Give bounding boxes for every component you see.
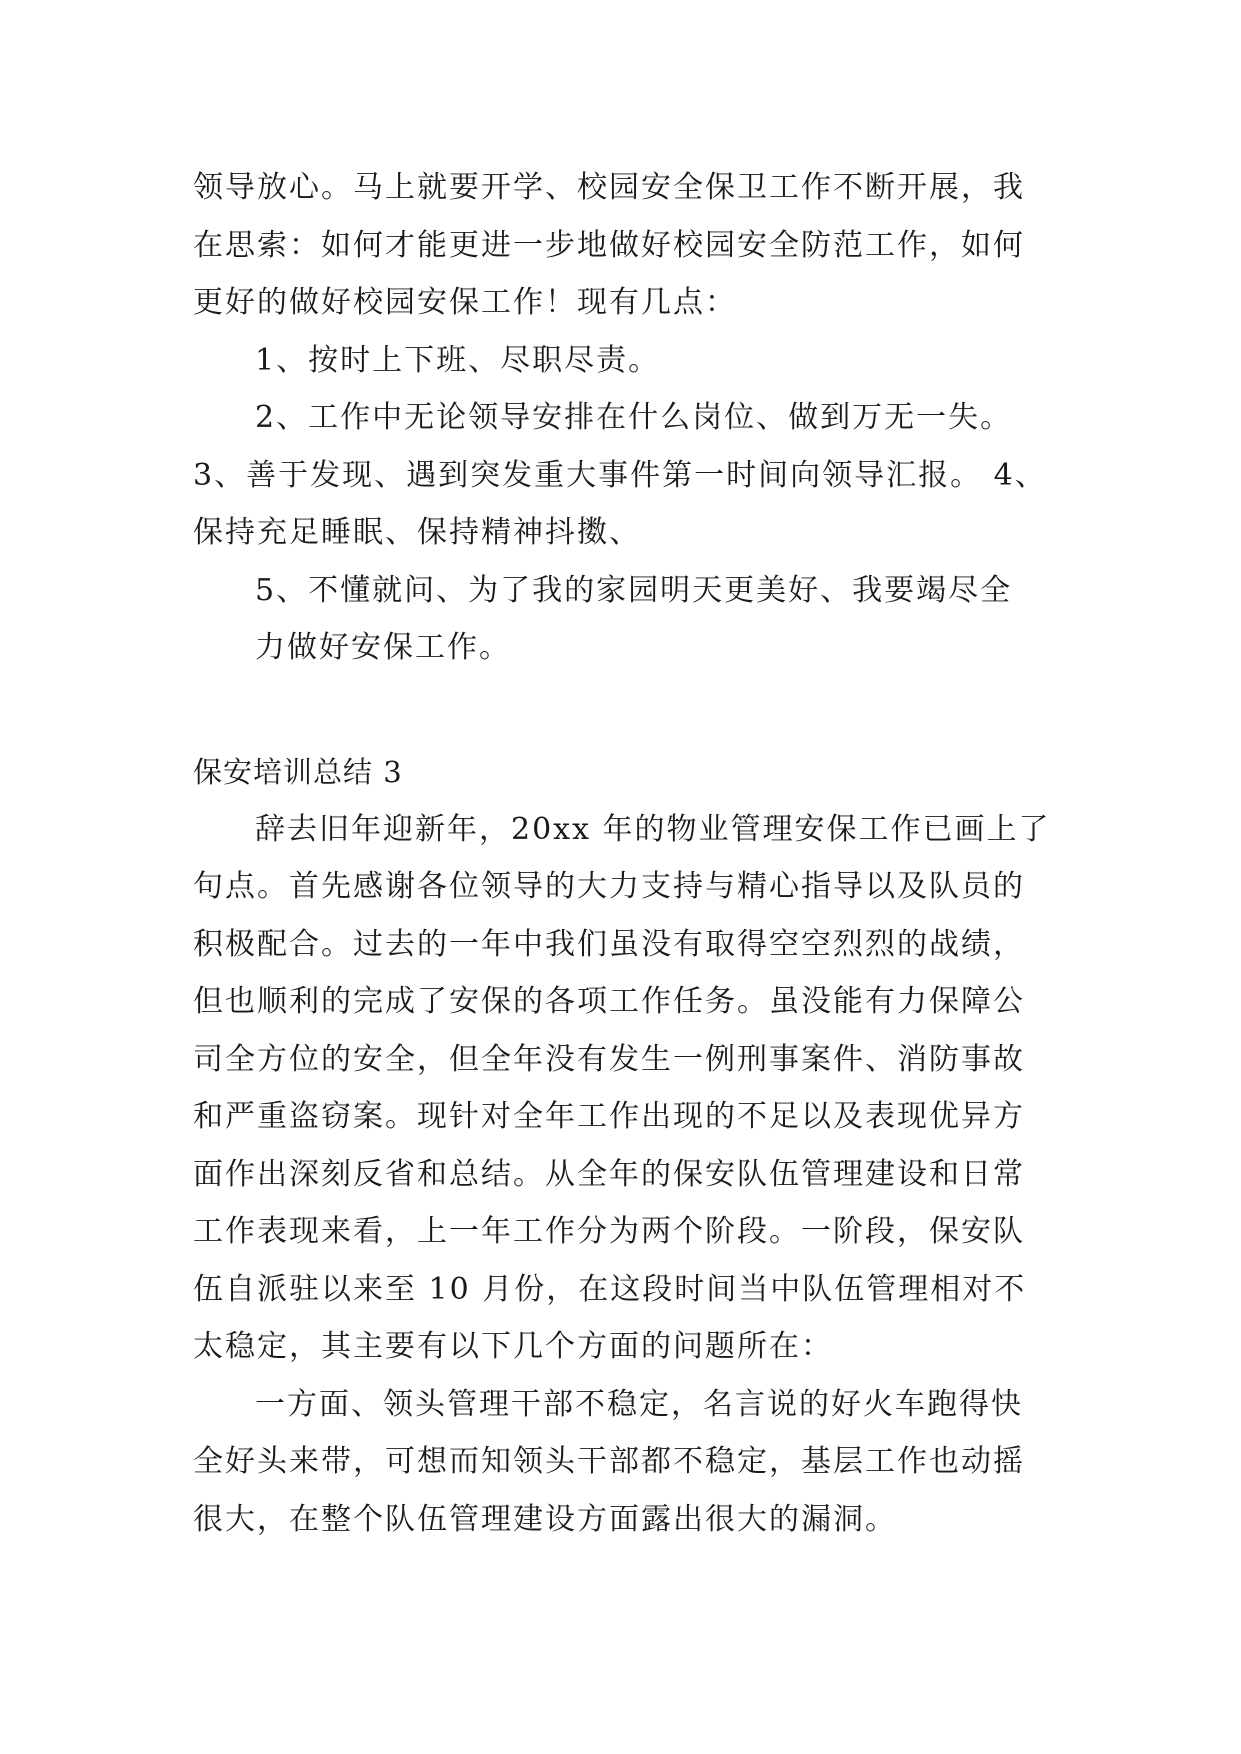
text-line: 面作出深刻反省和总结。从全年的保安队伍管理建设和日常 <box>193 1157 1025 1192</box>
text-line: 领导放心。马上就要开学、校园安全保卫工作不断开展，我 <box>193 170 1025 205</box>
text-line: 积极配合。过去的一年中我们虽没有取得空空烈烈的战绩， <box>193 927 1025 962</box>
text-line: 太稳定，其主要有以下几个方面的问题所在： <box>193 1329 833 1364</box>
list-item: 保持充足睡眠、保持精神抖擞、 <box>193 515 641 550</box>
section-heading: 保安培训总结 3 <box>193 755 403 789</box>
list-item: 1、按时上下班、尽职尽责。 <box>255 343 661 378</box>
text-line: 辞去旧年迎新年，20xx 年的物业管理安保工作已画上了 <box>255 812 1051 847</box>
text-line: 工作表现来看，上一年工作分为两个阶段。一阶段，保安队 <box>193 1214 1025 1249</box>
text-line: 在思索：如何才能更进一步地做好校园安全防范工作，如何 <box>193 228 1025 263</box>
list-item: 3、善于发现、遇到突发重大事件第一时间向领导汇报。 4、 <box>193 458 1047 493</box>
text-line: 句点。首先感谢各位领导的大力支持与精心指导以及队员的 <box>193 869 1025 904</box>
text-line: 一方面、领头管理干部不稳定，名言说的好火车跑得快 <box>255 1387 1023 1422</box>
text-line: 和严重盗窃案。现针对全年工作出现的不足以及表现优异方 <box>193 1099 1025 1134</box>
list-item: 5、不懂就问、为了我的家园明天更美好、我要竭尽全 <box>255 573 1013 608</box>
text-line: 伍自派驻以来至 10 月份，在这段时间当中队伍管理相对不 <box>193 1272 1027 1307</box>
text-line: 全好头来带，可想而知领头干部都不稳定，基层工作也动摇 <box>193 1444 1025 1479</box>
text-line: 很大，在整个队伍管理建设方面露出很大的漏洞。 <box>193 1502 897 1537</box>
list-item: 2、工作中无论领导安排在什么岗位、做到万无一失。 <box>255 400 1013 435</box>
text-line: 司全方位的安全，但全年没有发生一例刑事案件、消防事故 <box>193 1042 1025 1077</box>
text-line: 但也顺利的完成了安保的各项工作任务。虽没能有力保障公 <box>193 984 1025 1019</box>
text-line: 更好的做好校园安保工作！现有几点： <box>193 285 737 320</box>
list-item: 力做好安保工作。 <box>255 630 511 665</box>
